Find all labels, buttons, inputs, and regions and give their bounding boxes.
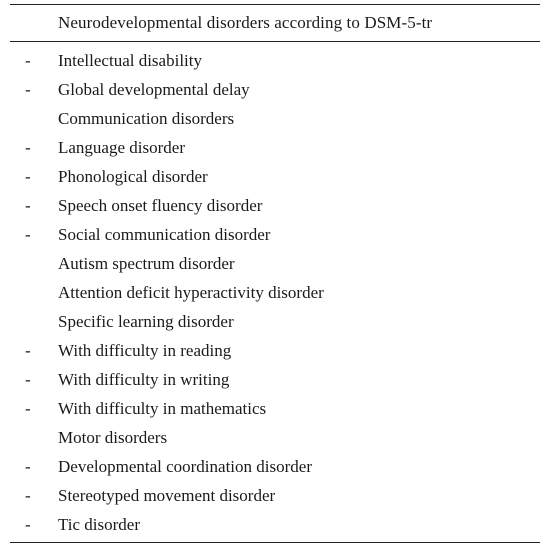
row-label: Attention deficit hyperactivity disorder: [58, 282, 324, 302]
row-bullet: -: [25, 50, 31, 70]
table-row: [10, 75, 540, 104]
table-row: [10, 336, 540, 365]
row-label: Autism spectrum disorder: [58, 253, 235, 273]
table-row: [10, 278, 540, 307]
row-label: Stereotyped movement disorder: [58, 485, 276, 505]
table-header-title: Neurodevelopmental disorders according to DSM-5-tr: [58, 13, 433, 32]
row-label: Developmental coordination disorder: [58, 456, 312, 476]
row-label: Intellectual disability: [58, 50, 202, 70]
row-label: Speech onset fluency disorder: [58, 195, 263, 215]
row-bullet: -: [25, 137, 31, 157]
row-label: With difficulty in writing: [58, 369, 230, 389]
table-row: [10, 365, 540, 394]
row-label: Phonological disorder: [58, 166, 208, 186]
table-row: [10, 220, 540, 249]
table-row: [10, 191, 540, 220]
row-label: Motor disorders: [58, 427, 168, 447]
row-label: Global developmental delay: [58, 79, 250, 99]
table-row: [10, 481, 540, 510]
row-bullet: -: [25, 224, 31, 244]
row-bullet: -: [25, 166, 31, 186]
row-bullet: -: [25, 369, 31, 389]
table-header: [10, 5, 540, 41]
row-bullet: -: [25, 340, 31, 360]
row-bullet: -: [25, 485, 31, 505]
table-row: [10, 46, 540, 75]
table-row: [10, 249, 540, 278]
row-label: Specific learning disorder: [58, 311, 234, 331]
dsm-table: [10, 4, 540, 543]
row-label: Communication disorders: [58, 108, 235, 128]
table-row: [10, 104, 540, 133]
row-label: With difficulty in reading: [58, 340, 232, 360]
table-row: [10, 307, 540, 336]
table-row: [10, 510, 540, 539]
table-row: [10, 452, 540, 481]
row-label: Social communication disorder: [58, 224, 271, 244]
row-bullet: -: [25, 514, 31, 534]
row-bullet: -: [25, 456, 31, 476]
row-label: With difficulty in mathematics: [58, 398, 267, 418]
row-label: Tic disorder: [58, 514, 141, 534]
table-row: [10, 423, 540, 452]
table-body: [10, 42, 540, 542]
row-bullet: -: [25, 195, 31, 215]
row-label: Language disorder: [58, 137, 185, 157]
table-row: [10, 133, 540, 162]
row-bullet: -: [25, 398, 31, 418]
table-row: [10, 162, 540, 191]
table-row: [10, 394, 540, 423]
row-bullet: -: [25, 79, 31, 99]
